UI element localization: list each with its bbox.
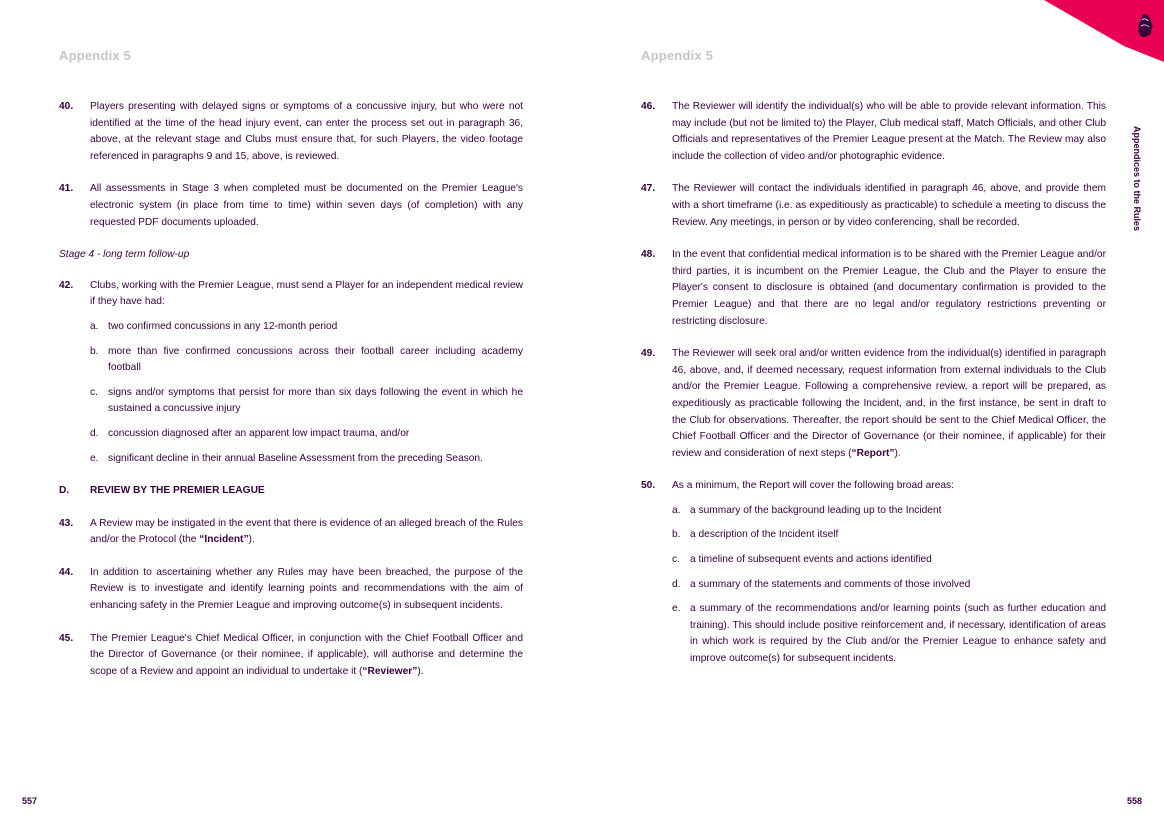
paragraph-text-end: ). [894,447,901,459]
paragraph-45 [59,631,523,681]
paragraph-number: 47. [641,183,656,195]
list-item-letter: d. [672,578,681,590]
list-item-text: two confirmed concussions in any 12-month period [108,320,338,332]
paragraph-50 [641,478,1106,495]
list-item-letter: e. [672,603,681,615]
section-d-heading [59,483,523,500]
paragraph-number: 48. [641,249,656,261]
list-item [672,577,1106,594]
list-item [672,552,1106,569]
paragraph-text: Players presenting with delayed signs or symptoms of a concussive injury, but who were not identified at the time of the head injury event, can enter the process set out in paragraph 36, above, at the relevant stage and Clubs must ensure that, for such Players, the video footage referenced in paragraphs 9 and 15, above, is reviewed. [90,101,523,162]
paragraph-text: In the event that confidential medical information is to be shared with the Premier League and/or third parties, it is incumbent on the Premier League, the Club and the Player to ensure the Player's consent to disclosure is obtained (and documentary confirmation is provided to the Premier League) and that there are no legal and/or regulatory restrictions preventing or restricting disclosure. [672,249,1106,327]
paragraph-text: All assessments in Stage 3 when completed must be documented on the Premier League's electronic system (in place from time to time) within seven days (of completion) with any requested PDF documents uploaded. [90,183,523,228]
section-letter: D. [59,485,70,497]
side-tab-label [1128,126,1142,256]
list-item [90,426,523,443]
paragraph-text-end: ). [417,665,424,677]
list-item [90,385,523,418]
list-item-letter: c. [672,554,680,566]
defined-term: “Reviewer” [362,665,418,677]
paragraph-text: In addition to ascertaining whether any Rules may have been breached, the purpose of the Review is to investigate and identify learning points and recommendations with the aim of enhancing safety in the Premier League and improving outcome(s) in subsequent incidents. [90,566,523,612]
paragraph-46 [641,99,1106,165]
list-item-letter: a. [90,320,99,332]
list-item-text: a summary of the recommendations and/or learning points (such as further education and training). This should include positive reinforcement and, if necessary, identification of areas in which work is required by the Club and/or the Premier League to enhance safety and improve outcome(s) for subsequent incidents. [690,603,1106,665]
paragraph-text: The Reviewer will seek oral and/or written evidence from the individual(s) identified in paragraph 46, above, and, if deemed necessary, request information from external individuals to the Club and/or the Premier League. Following a comprehensive review, a report will be prepared, as expeditiously as practicable following the Incident, and, in the first instance, be sent in draft to the Club for observations. Thereafter, the report should be sent to the Chief Medical Officer, the Chief Football Officer and the Director of Governance (or their nominee, if applicable) for their review and consideration of next steps ( [672,348,1106,459]
list-item-text: a summary of the statements and comments of those involved [690,578,971,590]
paragraph-text: The Reviewer will contact the individuals identified in paragraph 46, above, and provide them with a short timeframe (i.e. as expeditiously as practicable) to schedule a meeting to discuss the Review. Any meetings, in person or by video conferencing, shall be recorded. [672,183,1106,228]
corner-brand-shape [1014,0,1164,70]
list-item-text: signs and/or symptoms that persist for more than six days following the event in which he sustained a concussive injury [108,386,523,415]
paragraph-text-end: ). [248,534,255,546]
list-item-letter: c. [90,386,98,398]
list-item [90,451,523,468]
paragraph-number: 40. [59,101,74,112]
paragraph-48 [641,247,1106,330]
paragraph-text: The Reviewer will identify the individual(s) who will be able to provide relevant information. This may include (but not be limited to) the Player, Club medical staff, Match Officials, and other Club Officials and representatives of the Premier League present at the Match. The Review may also include the collection of video and/or photographic evidence. [672,101,1106,162]
list-item-letter: a. [672,504,681,516]
section-title: REVIEW BY THE PREMIER LEAGUE [90,485,265,497]
paragraph-text: As a minimum, the Report will cover the following broad areas: [672,480,954,492]
paragraph-text: The Premier League's Chief Medical Officer, in conjunction with the Chief Football Officer and the Director of Governance (or their nominee, if applicable), will authorise and determine the scope of a Review and appoint an individual to undertake it ( [90,632,523,677]
list-item-text: a timeline of subsequent events and actions identified [690,554,932,566]
paragraph-41 [59,181,523,231]
list-item [672,503,1106,520]
list-item [90,344,523,377]
paragraph-number: 44. [59,566,74,578]
appendix-title: Appendix 5 [641,48,714,63]
list-item [672,527,1106,544]
defined-term: “Incident” [199,534,249,546]
list-item-text: a description of the Incident itself [690,529,839,541]
list-item [672,601,1106,667]
paragraph-43 [59,516,523,549]
right-page [582,0,1164,826]
paragraph-42 [59,278,523,311]
paragraph-number: 50. [641,480,656,492]
left-page-content [59,99,523,696]
paragraph-number: 43. [59,517,74,529]
paragraph-number: 45. [59,632,74,644]
paragraph-number: 42. [59,279,74,291]
list-item-text: more than five confirmed concussions across their football career including academy football [108,345,523,374]
paragraph-42-list [59,319,523,467]
paragraph-text: Clubs, working with the Premier League, must send a Player for an independent medical review if they have had: [90,279,523,308]
paragraph-number: 49. [641,348,656,360]
list-item-text: concussion diagnosed after an apparent low impact trauma, and/or [108,427,410,439]
list-item-letter: b. [672,529,681,541]
stage-4-subheading: Stage 4 - long term follow-up [59,249,190,261]
paragraph-number: 46. [641,101,656,112]
list-item-text: a summary of the background leading up to the Incident [690,504,942,516]
page-number: 557 [22,796,38,806]
paragraph-44 [59,565,523,615]
list-item-text: significant decline in their annual Baseline Assessment from the preceding Season. [108,452,483,464]
side-tab-text: Appendices to the Rules [1132,126,1142,232]
right-page-content [641,99,1106,684]
paragraph-number: 41. [59,183,74,195]
paragraph-47 [641,181,1106,231]
list-item-letter: e. [90,452,99,464]
list-item [90,319,523,336]
paragraph-40 [59,99,523,165]
page-number: 558 [1126,796,1142,806]
appendix-title: Appendix 5 [59,48,132,63]
list-item-letter: b. [90,345,99,357]
defined-term: “Report” [851,447,895,459]
paragraph-50-list [641,503,1106,668]
paragraph-49 [641,346,1106,462]
list-item-letter: d. [90,427,99,439]
paragraph-text: A Review may be instigated in the event that there is evidence of an alleged breach of the Rules and/or the Protocol (the [90,517,523,546]
